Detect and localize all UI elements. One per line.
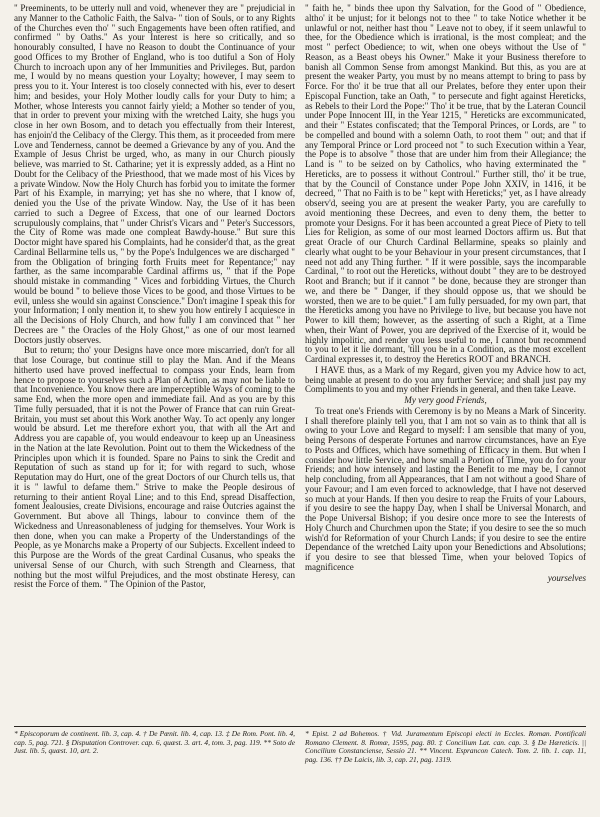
footnote-text: * Episcoporum de continent. lib. 3, cap. 4. † De Pœnit. lib. 4, cap. 13. ‡ De Rom. Pont. lib. 4, cap. 5, pag. 721. § Disputation Controver. cap. 6, quæst. 3. art. 4, tom. 3, pag. 119. ** Soto de Just. lib. 5, quæst. 10, art. 2.: [14, 729, 295, 756]
footnotes: [14, 730, 586, 764]
catchword: yourselves: [547, 572, 586, 583]
left-column: [14, 4, 295, 722]
paragraph: To treat one's Friends with Ceremony is by no Means a Mark of Sincerity. I shall therefore plainly tell you, that I am not so vain as to think that all is owing to your Love and Regard to myself: I am sensible that many of you, being Persons of desperate Fortunes and narrow circumstances, have an Eye to Posts and Offices, which have something of Efficacy in them. But when I consider how little Service, and how small a Portion of Time, you do for your Friends; and how intensely and lasting the Benefit to me may be, I cannot help concluding, from all Appearances, that I am not without a good Share of your Favour; and I am even forced to acknowledge, that I have not deserved so much at your Hands. If then you desire to reap the Fruits of your Labours, if you desire to see the happy Day, when I shall be Universal Monarch, and the Pope Universal Bishop; if you desire once more to see the Interests of Holy Church and Churchmen upon the State; if you desire to see the so much wish'd for Reformation of your Church Lands; if you desire to see the entire Dependance of the wretched Laity upon your Benedictions and Absolutions; if you desire to see that blessed Time, when your beloved Topics of magnificence: [305, 405, 586, 572]
footnote-text: * Epist. 2 ad Bohemos. † Vid. Juramentum Episcopi electi in Eccles. Roman. Pontificali Romano Clement. 8. Romæ, 1595, pag. 80. ‡ Concilium Lat. can. cap. 3. § De Hæreticis. || Concilium Constanciense, Sessio 21. ** Vincent. Esprancon Catech. Tom. 2. lib. 1. cap. 11, pag. 136. †† De Laicis, lib. 3, cap. 21, pag. 1319.: [305, 729, 586, 764]
footnote-divider: [14, 726, 586, 727]
salutation: My very good Friends,: [404, 395, 487, 405]
paragraph: But to return; tho' your Designs have once more miscarried, don't for all that lose Courage, but continue still to play the Man. And if the Means hitherto used have proved ineffectual to compass your Ends, learn from hence to propose to yourselves such a Plan of Action, as may not be liable to that Inconvenience. You know there are imperceptible Ways of coming to the same End, when the more open and immediate fail. And as you are by this Time fully persuaded, that it is not the Power of France that can ruin Great-Britain, you must set about this Work another Way. To act openly any longer would be absurd. Let me therefore exhort you, that with all the Art and Address you are capable of, you would endeavour to keep up an Uneasiness in the Nation at the late Revolution. Point out to them the Wickedness of the Principles upon which it is founded. Spare no Pains to sink the Credit and Reputation of such as stand up for it; for with regard to such, whose Reputation may do Hurt, one of the great Doctors of our Church tells us, that it is " lawful to defame them." Strive to make the People desirous of returning to their antient Royal Line; and to this End, spread Disaffection, foment Jealousies, create Divisions, encourage and raise Outcries against the Government. But above all Things, labour to convince them of the Wickedness and Unreasonableness of judging for themselves. Your Work is then done, when you can make a Property of the Understandings of the People, as ye Monarchs make a Property of our Subjects. Excellent indeed to this Purpose are the Words of the great Cardinal Cusanus, who speaks the universal Sense of our Church, with such Strength and Clearness, that nothing but the most wilful Prejudices, and the most obstinate Heresy, can resist the Force of them. " The Opinion of the Pastor,: [14, 345, 295, 590]
footnotes-right: [305, 730, 586, 764]
paragraph: I HAVE thus, as a Mark of my Regard, given you my Advice how to act, being unable at present to do you any further Service; and shall just pay my Compliments to you and my other Friends in general, and then take Leave.: [305, 364, 586, 395]
paragraph: " Preeminents, to be utterly null and void, whenever they are " prejudicial in any Manner to the Catholic Faith, the Salva- " tion of Souls, or to any Rights of the Churches even tho' " such Engagements have been often ratified, and confirmed " by Oaths." As your Interest is here so critically, and so honourably consulted, I have no Reason to doubt the Continuance of your good Offices to my Brother of England, who is too dutiful a Son of Holy Church to incroach upon any of her Immunities and Privileges. But, pardon me, I would by no means question your Loyalty; however, I may seem to press you to it. Your Interest is too closely connected with his, ever to desert him; and besides, your Holy Mother loudly calls for your Duty to him; a Mother, whose Interests you cannot fairly yield; a Mother so tender of you, that in order to prevent your mixing with the wretched Laity, she hugs you close in her own Bosom, and to detach you effectually from their Interest, has enjoin'd the Celibacy of the Clergy. This them, as it proceeded from mere Love and Tenderness, cannot be deemed a Grievance by any of you. And the Example of Jesus Christ be urged, who, as many in our Church piously believe, was married to St. Catharine; yet it is expressly added, as a Hint no Doubt for the Celibacy of the Priesthood, that we made most of his Vices by a private Window. Now the Holy Church has forbid you to imitate the former Part of his Example, in marrying; yet has she no where, that I know of, denied you the Use of the private Window. Nay, the Use of it has been carried to such a Degree of Excess, that one of our learned Doctors scrupulously complains, that " under Christ's Vicars and " Peter's Successors, the City of Rome was made one compleat Bawdy-house." But sure this Doctor might have spared his Complaints, had he consider'd that, as the great Cardinal Bellarmine tells us, " by the Pope's Indulgences we are discharged " from the Obligation of bringing forth Fruits meet for Repentance;" nay farther, as the same incomparable Cardinal affirms us, " that if the Pope should mistake in commanding " Vices and forbidding Virtues, the Church would be bound " to believe those Vices to be good, and those Virtues to be evil, unless she would sin against Conscience." Don't imagine I speak this for your Information; I only mention it, to shew you how entirely I acquiesce in all the Decisions of Holy Church, and how fully I am convinced that " her Decrees are " the Oracles of the Holy Ghost," as one of our most learned Doctors justly observes.: [14, 4, 295, 345]
right-column: [305, 4, 586, 722]
paragraph: " faith he, " binds thee upon thy Salvation, for the Good of " Obedience, altho' it be unjust; for it belongs not to thee " to take Notice whether it be unlawful or not, neither hast thou " Leave not to obey, if it seem unlawful to thee, for the Obedience which is irrational, is the most compleat; and the most " perfect Obedience; to wit, when one obeys without the Use of " Reason, as a Beast obeys his Owner." Make it your Business therefore to banish all Common Sense from amongst Mankind. But this, as you are at present the weaker Party, you must by no means attempt to bring to pass by Force. For tho' it be true that all our Prelates, before they enter upon their Episcopal Function, take an Oath, " to persecute and fight against Hereticks, as Rebels to their Lord the Pope:" Tho' it be true, that by the Lateran Council under Pope Innocent III, in the Year 1215, " Hereticks are excommunicated, and their " Estates confiscated; that the Temporal Princes, or Lords, are " to be compelled and bound with a solemn Oath, to root them " out; and that if any Temporal Prince or Lord proceed not " to such Execution within a Year, the Pope is to absolve " those that are under him from their Allegiance; the Land is " to be seized on by Catholics, who having exterminated the " Hereticks, are to possess it without Controul." Further still, tho' it be true, that by the Council of Constance under Pope John XXIV, in 1416, it be decreed, " That no Faith is to be " kept with Hereticks;" yet, as I have already observ'd, seeing you are at present the weaker Party, you are carefully to avoid mentioning these Decrees, and even to deny them, the better to promote your Designs. For it has been accounted a great Piece of Piety to tell Lies for Religion, as some of our most learned Doctors affirm us. But that great Oracle of our Church Cardinal Bellarmine, speaks so plainly and clearly what ought to be your Behaviour in your present circumstances, that I need not add any Thing further. " If it were possible, says the incomparable Cardinal, " to root out the Hereticks, without doubt " they are to be destroyed Root and Branch; but if it cannot " be done, because they are stronger than we, and there be " Danger, if they should oppose us, that we should be worsted, then we are to be quiet." I am fully persuaded, for my own part, that the Hereticks among you have no Privilege to live, but because you have not Power to kill them; however, as the asserting of such a Right, at a Time when, their Want of Power, you are deprived of the Exercise of it, would be highly impolitic, and render you less useful to me, I cannot but recommend to you to let it lie dormant, 'till you be in a Condition, as the most excellent Cardinal expresses it, to destroy the Heretics ROOT and BRANCH.: [305, 4, 586, 364]
text-columns: [14, 4, 586, 722]
footnotes-left: [14, 730, 295, 764]
